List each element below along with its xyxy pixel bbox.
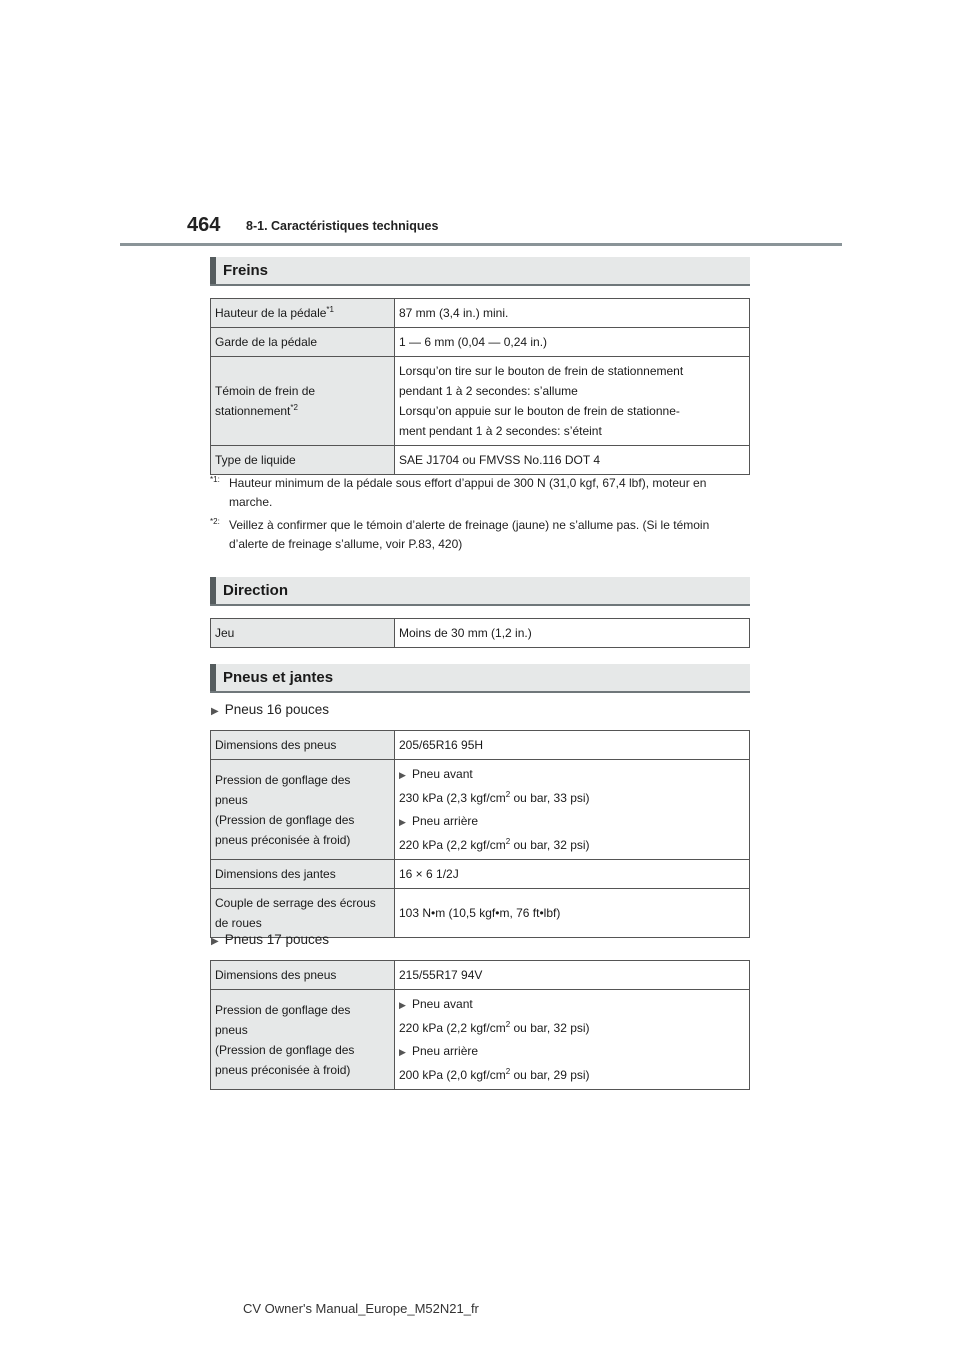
- spec-value: 16 × 6 1/2J: [395, 860, 750, 889]
- subheading-pneus-16: ▶ Pneus 16 pouces: [211, 702, 330, 717]
- spec-value: 215/55R17 94V: [395, 961, 750, 990]
- spec-key: Dimensions des pneus: [211, 731, 395, 760]
- table-row: [211, 446, 750, 475]
- spec-value: SAE J1704 ou FMVSS No.116 DOT 4: [395, 446, 750, 475]
- section-header-label: Freins: [223, 262, 269, 279]
- section-header-pneus: [210, 664, 750, 693]
- pneus-17-table: [210, 960, 750, 1090]
- freins-footnotes: [210, 474, 750, 558]
- arrow-right-icon: ▶: [399, 770, 406, 780]
- footer-text: CV Owner's Manual_Europe_M52N21_fr: [243, 1301, 479, 1316]
- footnote: $^{*1:}$ Hauteur minimum de la pédale sous effort d’appui de 300 N (31,0 kgf, 67,4 lbf), moteur en marche.: [210, 475, 707, 509]
- spec-value: 205/65R16 95H: [395, 731, 750, 760]
- table-row: [211, 299, 750, 328]
- arrow-right-icon: ▶: [399, 1047, 406, 1057]
- spec-key: Couple de serrage des écrous de roues: [211, 889, 395, 938]
- spec-value: 103 N•m (10,5 kgf•m, 76 ft•lbf): [395, 889, 750, 938]
- spec-key: Dimensions des jantes: [211, 860, 395, 889]
- section-header-direction: [210, 577, 750, 606]
- table-row: [211, 731, 750, 760]
- spec-key: Hauteur de la pédale$^{*1}$: [211, 299, 395, 328]
- subheading-pneus-17: ▶ Pneus 17 pouces: [211, 932, 330, 947]
- spec-value: ▶ Pneu avant 230 kPa (2,3 kgf/$cm^2$ ou bar, 33 psi) ▶ Pneu arrière 220 kPa (2,2 kgf/$cm^2$ ou bar, 32 psi): [395, 760, 750, 860]
- spec-value: Moins de 30 mm (1,2 in.): [395, 619, 750, 648]
- table-row: [211, 760, 750, 860]
- table-row: [211, 889, 750, 938]
- spec-value: ▶ Pneu avant 220 kPa (2,2 kgf/$cm^2$ ou bar, 32 psi) ▶ Pneu arrière 200 kPa (2,0 kgf/$cm^2$ ou bar, 29 psi): [395, 990, 750, 1090]
- triangle-right-icon: ▶: [211, 936, 219, 947]
- spec-value: 1 — 6 mm (0,04 — 0,24 in.): [395, 328, 750, 357]
- table-row: [211, 860, 750, 889]
- section-header-bar: [210, 577, 216, 604]
- pneus-16-table: [210, 730, 750, 938]
- direction-table: [210, 618, 750, 648]
- section-header-label: Pneus et jantes: [223, 669, 334, 686]
- arrow-right-icon: ▶: [399, 1000, 406, 1010]
- spec-key: Pression de gonflage des pneus (Pression de gonflage des pneus préconisée à froid): [211, 990, 395, 1090]
- spec-key: Jeu: [211, 619, 395, 648]
- table-row: [211, 357, 750, 446]
- freins-table: [210, 298, 750, 475]
- arrow-right-icon: ▶: [399, 817, 406, 827]
- section-header-label: Direction: [223, 582, 289, 599]
- section-header-bar: [210, 257, 216, 284]
- page-number: 464: [187, 214, 221, 236]
- table-row: [211, 619, 750, 648]
- section-header-bar: [210, 664, 216, 691]
- triangle-right-icon: ▶: [211, 706, 219, 717]
- spec-value: Lorsqu’on tire sur le bouton de frein de stationnement pendant 1 à 2 secondes: s’allume Lorsqu’on appuie sur le bouton de frein de stationne- ment pendant 1 à 2 secondes: s’éteint: [395, 357, 750, 446]
- spec-key: Garde de la pédale: [211, 328, 395, 357]
- spec-value: 87 mm (3,4 in.) mini.: [395, 299, 750, 328]
- section-title: 8-1. Caractéristiques techniques: [246, 219, 439, 233]
- footnote: $^{*2:}$ Veillez à confirmer que le témoin d’alerte de freinage (jaune) ne s’allume pas. (Si le témoin d’alerte de freinage s’allume, voir P.83, 420): [210, 517, 710, 551]
- table-row: [211, 961, 750, 990]
- spec-key: Témoin de frein de stationnement$^{*2}$: [211, 357, 395, 446]
- spec-key: Dimensions des pneus: [211, 961, 395, 990]
- spec-key: Pression de gonflage des pneus (Pression de gonflage des pneus préconisée à froid): [211, 760, 395, 860]
- table-row: [211, 990, 750, 1090]
- section-header-freins: [210, 257, 750, 286]
- header-rule: [120, 243, 842, 246]
- table-row: [211, 328, 750, 357]
- spec-key: Type de liquide: [211, 446, 395, 475]
